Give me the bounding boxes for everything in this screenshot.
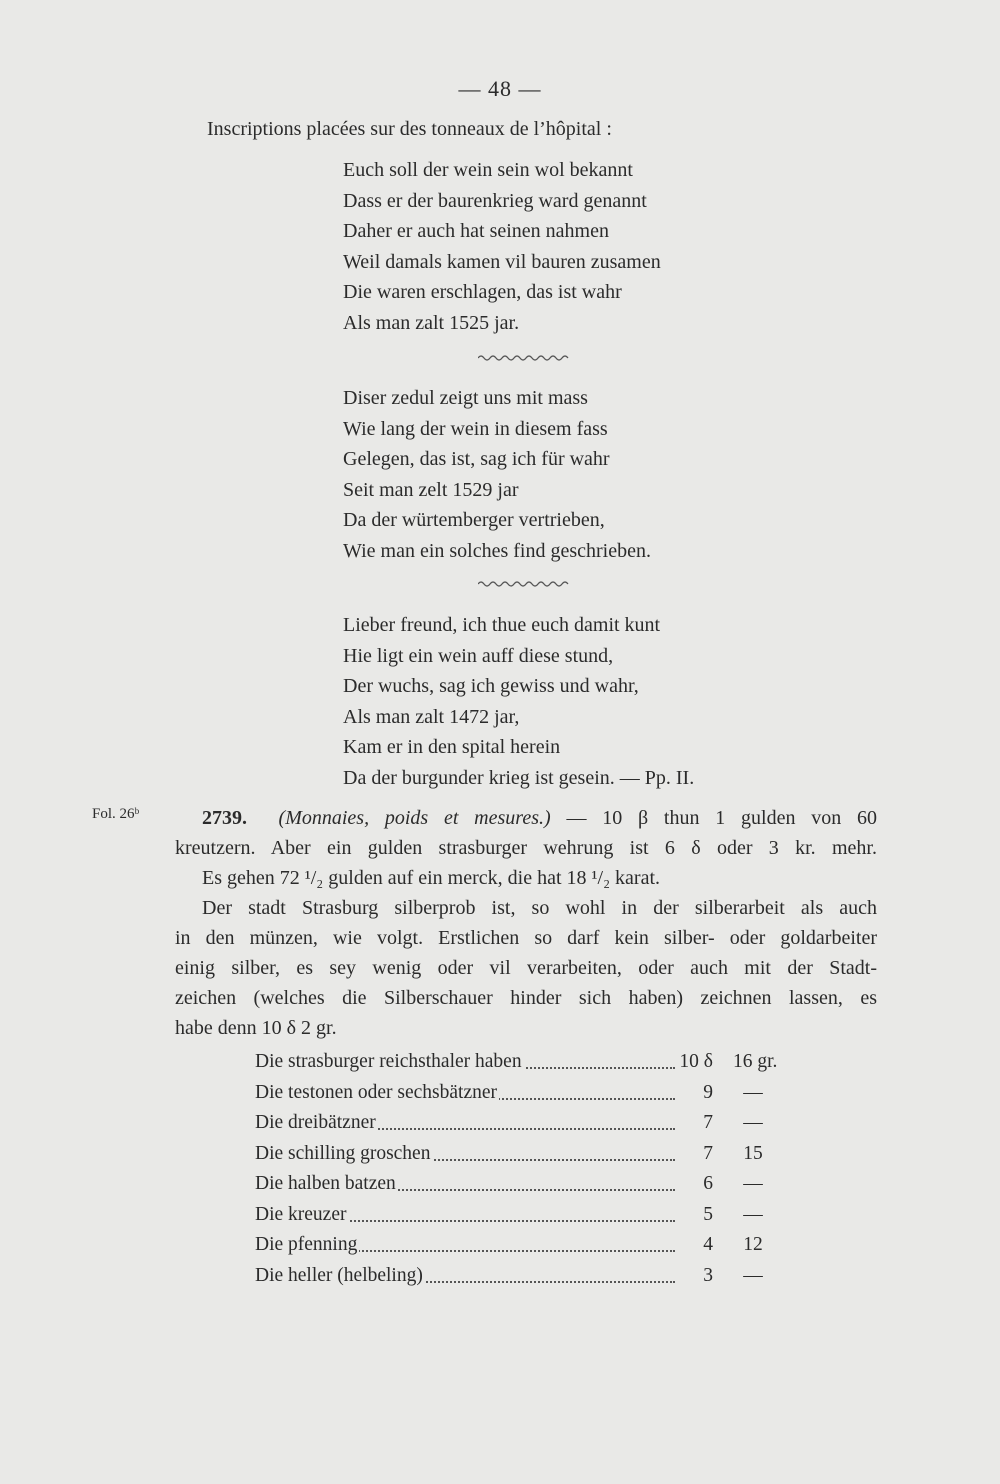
poem-line: Daher er auch hat seinen nahmen: [343, 220, 609, 242]
row-label: Die dreibätzner: [255, 1112, 376, 1133]
row-value-denier: 5: [703, 1203, 713, 1225]
poem-line: Da der würtemberger vertrieben,: [343, 509, 605, 531]
entry-line: kreutzern. Aber ein gulden strasburger wehrung ist 6 δ oder 3 kr. mehr.: [175, 837, 877, 859]
row-value-gr: —: [743, 1203, 763, 1225]
page-number: — 48 —: [458, 76, 542, 101]
entry-title: (Monnaies, poids et mesures.): [278, 807, 551, 829]
poem-line: Diser zedul zeigt uns mit mass: [343, 387, 588, 409]
row-value-gr: —: [743, 1112, 763, 1133]
table-row: [255, 1143, 815, 1174]
row-value-denier: 7: [703, 1142, 713, 1164]
row-label: Die schilling groschen: [255, 1142, 431, 1164]
entry-line: Es gehen 72 ¹/₂ gulden auf ein merck, die hat 18 ¹/₂ karat.: [202, 867, 661, 889]
row-label: Die heller (helbeling): [255, 1264, 423, 1286]
row-value-denier: 6: [703, 1173, 713, 1194]
entry-2739: [175, 803, 877, 1043]
poem-line: Weil damals kamen vil bauren zusamen: [343, 250, 661, 273]
poem-2: [343, 383, 651, 566]
row-value-denier: 10 δ: [679, 1051, 713, 1072]
row-label: Die strasburger reichsthaler haben: [255, 1051, 522, 1072]
row-label: Die pfenning: [255, 1234, 358, 1255]
poem-line: Die waren erschlagen, das ist wahr: [343, 281, 622, 303]
row-value-gr: 12: [743, 1234, 763, 1255]
entry-line: zeichen (welches die Silberschauer hinder sich haben) zeichnen lassen, es: [175, 987, 877, 1009]
poem-line: Wie man ein solches find geschrieben.: [343, 539, 651, 562]
entry-line: einig silber, es sey wenig oder vil verarbeiten, oder auch mit der Stadt-: [175, 957, 877, 979]
coin-table: [255, 1051, 815, 1295]
row-value-denier: 9: [703, 1081, 713, 1103]
margin-note: Fol. 26ᵇ: [92, 806, 140, 822]
row-value-gr: —: [743, 1081, 763, 1103]
poem-line: Dass er der baurenkrieg ward genannt: [343, 189, 647, 212]
table-row: [255, 1173, 815, 1204]
poem-line: Seit man zelt 1529 jar: [343, 478, 519, 501]
poem-line: Wie lang der wein in diesem fass: [343, 417, 608, 440]
row-value-denier: 4: [703, 1234, 713, 1255]
row-label: Die testonen oder sechsbätzner: [255, 1081, 498, 1103]
poem-line: Lieber freund, ich thue euch damit kunt: [343, 614, 661, 636]
table-row: [255, 1265, 815, 1296]
poem-line: Als man zalt 1472 jar,: [343, 705, 520, 728]
row-label: Die halben batzen: [255, 1173, 396, 1194]
poem-line: Kam er in den spital herein: [343, 736, 561, 758]
entry-line1-rest: — 10 β thun 1 gulden von 60: [566, 807, 878, 829]
ornament-divider: [478, 354, 570, 362]
section-heading: Inscriptions placées sur des tonneaux de l’hôpital :: [207, 118, 612, 140]
entry-first-line: [175, 803, 877, 833]
poem-line: Der wuchs, sag ich gewiss und wahr,: [343, 675, 639, 697]
table-row: [255, 1204, 815, 1235]
ornament-divider: [478, 580, 570, 588]
poem-line: Da der burgunder krieg ist gesein. — Pp. II.: [343, 766, 695, 789]
table-row: [255, 1234, 815, 1265]
entry-line: habe denn 10 δ 2 gr.: [175, 1017, 337, 1039]
row-value-gr: —: [743, 1173, 763, 1194]
row-value-denier: 7: [703, 1112, 713, 1133]
poem-line: Gelegen, das ist, sag ich für wahr: [343, 448, 610, 470]
row-value-gr: —: [743, 1264, 763, 1286]
poem-3: [343, 610, 694, 793]
entry-number: 2739.: [202, 807, 247, 829]
table-row: [255, 1051, 815, 1082]
poem-line: Euch soll der wein sein wol bekannt: [343, 159, 633, 181]
row-value-gr: 16 gr.: [733, 1051, 778, 1072]
row-label: Die kreuzer: [255, 1203, 347, 1225]
table-row: [255, 1112, 815, 1143]
row-value-gr: 15: [743, 1142, 763, 1164]
poem-1: [343, 155, 661, 338]
poem-line: Als man zalt 1525 jar.: [343, 311, 520, 334]
entry-line: in den münzen, wie volgt. Erstlichen so darf kein silber- oder goldarbeiter: [175, 927, 877, 949]
row-value-denier: 3: [703, 1264, 713, 1286]
table-row: [255, 1082, 815, 1113]
entry-line: Der stadt Strasburg silberprob ist, so wohl in der silberarbeit als auch: [202, 897, 877, 919]
poem-line: Hie ligt ein wein auff diese stund,: [343, 644, 614, 667]
